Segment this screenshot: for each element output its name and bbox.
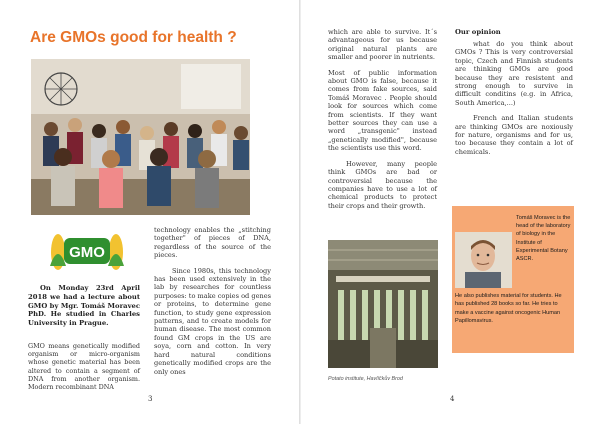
gmo-logo-graphic [42,222,132,279]
page-number-right: 4 [450,395,455,403]
right-column-one [328,28,437,217]
page-spine [299,0,301,424]
page-number-left: 3 [148,395,153,403]
lecture-note [28,284,140,328]
bio-details: He also publishes material for students. He has published 28 books so far. He tries to make a vaccine against oncogenic Human Papillomavirus. [455,293,562,325]
column-two-paragraph-2: Since 1980s, this technology has been used extensively in the lab by researches for countless purposes: to make copies od genes or proteins, to determine gene function, to study gene expression patterns, and to create models for human disease. The most common found GM crops in the US are soya, corn and cotton. In very hard natural conditions genetically modified crops are the only ones [154,266,272,376]
opinion-paragraph-2: French and Italian students are thinking GMOs are noxiously for nature, organisms and for us, too because they contain a lot of chemicals. [455,114,573,156]
opinion-paragraph-1: what do you think about GMOs ? This is very controversial topic, Czech and Finnish students are thinking GMOs are good because they are resistent and strong enough to survive in difficult conditins (e.g. in Africa, South America,...) [455,40,573,107]
potato-institute-photo [328,240,438,368]
gmo-logo [42,222,132,279]
lecture-note-text: On Monday 23rd April 2018 we had a lecture about GMO by Mgr. Tomáš Moravec PhD. He studied in Charles University in Prague. [28,284,140,328]
students-lecture-photo [31,59,250,215]
opinion-column [455,40,573,163]
opinion-heading: Our opinion [455,28,501,36]
author-bio-box [452,206,574,353]
photo-caption: Potato institute, Havlíčkův Brod [328,376,403,382]
left-column-two [154,226,271,383]
intro-paragraph [28,342,140,398]
gmo-logo-text: GMO [69,244,105,261]
lecture-photo-illustration [31,59,250,215]
bio-intro: Tomáš Moravec is the head of the laboratory of biology in the Institute of Experimental Botany ASCR. [516,215,571,263]
article-headline: Are GMOs good for health ? [30,29,237,46]
intro-text: GMO means genetically modified organism or micro-organism whose genetic material has been altered to contain a segment of DNA from another organism. Modern recombinant DNA [28,342,140,392]
column-three-paragraph-2: Most of public information about GMO is false, because it comes from fake sources, said Tomáš Moravec . People should look for sources which come from scientists. If they want better sources they can use a word „transgenic" instead „genetically modified", because the scientists use this word. [328,68,437,153]
greenhouse-illustration [328,240,438,368]
portrait-illustration [455,232,512,288]
tomas-moravec-portrait [455,232,512,288]
column-three-paragraph-3: However, many people think GMOs are bad or controversial because the companies have to use a lot of chemical products to protect their crops and their growth. [328,159,437,210]
column-two-paragraph-1: technology enables the „stitching together" of pieces of DNA, regardless of the source of the pieces. [154,226,271,260]
column-three-paragraph-1: which are able to survive. It´s advantageous for us because original natural plants are smaller and poorer in nutrients. [328,28,437,62]
